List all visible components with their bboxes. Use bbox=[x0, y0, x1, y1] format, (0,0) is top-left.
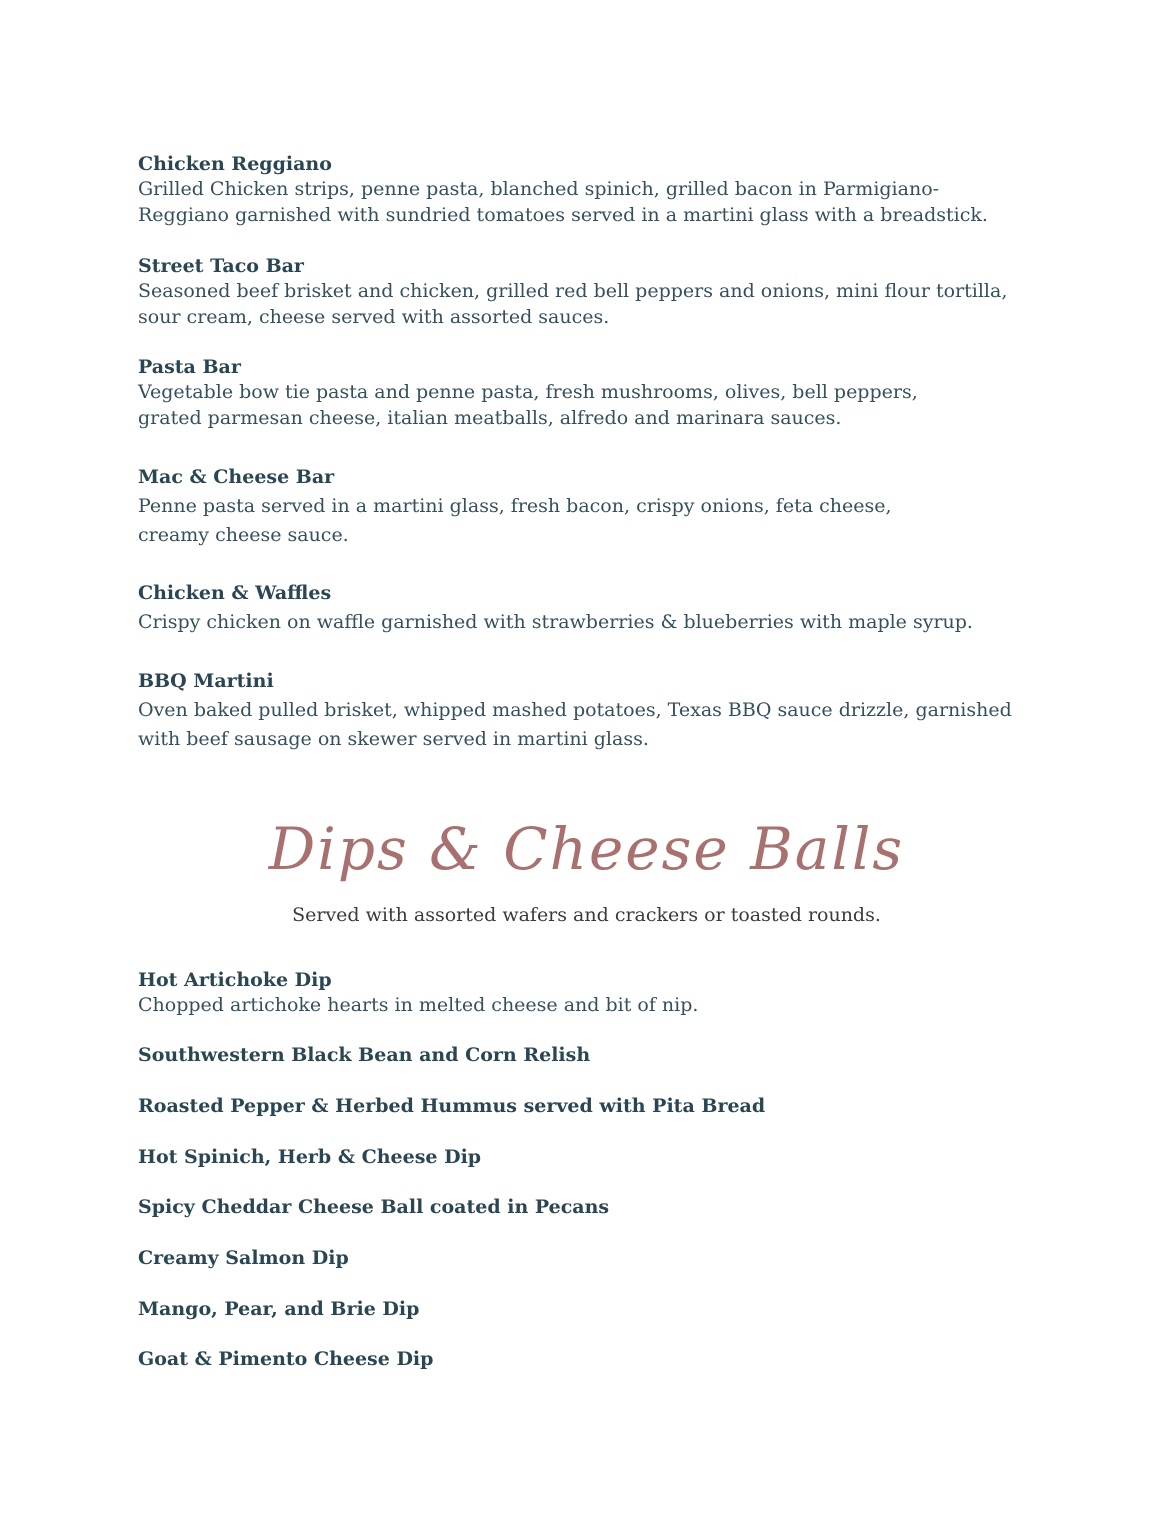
dip-item-name: Mango, Pear, and Brie Dip bbox=[138, 1298, 420, 1320]
description-line: Grilled Chicken strips, penne pasta, blanched spinich, grilled bacon in Parmigiano- bbox=[138, 178, 940, 200]
menu-item-mac-cheese-bar bbox=[138, 465, 1038, 550]
dip-item bbox=[138, 1347, 1038, 1372]
description-line: Oven baked pulled brisket, whipped mashed potatoes, Texas BBQ sauce drizzle, garnished bbox=[138, 699, 1012, 721]
menu-item-name: BBQ Martini bbox=[138, 670, 274, 692]
dip-item bbox=[138, 1043, 1038, 1068]
description-line: Crispy chicken on waffle garnished with strawberries & blueberries with maple syrup. bbox=[138, 611, 973, 633]
menu-item-chicken-reggiano bbox=[138, 152, 1038, 228]
menu-item-description bbox=[138, 492, 1038, 550]
dip-item-name: Hot Spinich, Herb & Cheese Dip bbox=[138, 1146, 482, 1168]
dip-item-name: Roasted Pepper & Herbed Hummus served with Pita Bread bbox=[138, 1095, 766, 1117]
dip-item-description: Chopped artichoke hearts in melted cheese and bit of nip. bbox=[138, 994, 699, 1016]
description-line: creamy cheese sauce. bbox=[138, 524, 349, 546]
menu-item-description bbox=[138, 608, 1038, 637]
dip-item bbox=[138, 1195, 1038, 1220]
menu-item-description bbox=[138, 279, 1038, 330]
description-line: Vegetable bow tie pasta and penne pasta, fresh mushrooms, olives, bell peppers, bbox=[138, 381, 918, 403]
menu-item-chicken-waffles bbox=[138, 581, 1038, 637]
description-line: sour cream, cheese served with assorted sauces. bbox=[138, 305, 610, 328]
menu-item-pasta-bar bbox=[138, 355, 1038, 431]
section-title: Dips & Cheese Balls bbox=[268, 815, 905, 883]
menu-item-description bbox=[138, 380, 1038, 431]
dip-item-name: Hot Artichoke Dip bbox=[138, 969, 332, 991]
dip-item-name: Spicy Cheddar Cheese Ball coated in Pecans bbox=[138, 1196, 610, 1218]
menu-item-description bbox=[138, 696, 1038, 754]
dip-item-name: Creamy Salmon Dip bbox=[138, 1247, 349, 1269]
description-line: Penne pasta served in a martini glass, fresh bacon, crispy onions, feta cheese, bbox=[138, 495, 892, 517]
menu-item-street-taco-bar bbox=[138, 254, 1038, 330]
menu-item-description bbox=[138, 177, 1038, 228]
menu-item-name: Chicken Reggiano bbox=[138, 153, 332, 175]
dip-item-name: Southwestern Black Bean and Corn Relish bbox=[138, 1044, 591, 1066]
dip-item bbox=[138, 1094, 1038, 1119]
dip-item-name: Goat & Pimento Cheese Dip bbox=[138, 1348, 434, 1370]
dip-item-hot-artichoke bbox=[138, 968, 1038, 1019]
menu-item-name: Pasta Bar bbox=[138, 356, 241, 378]
description-line: Reggiano garnished with sundried tomatoes served in a martini glass with a breadstick. bbox=[138, 203, 988, 226]
dip-item bbox=[138, 1145, 1038, 1170]
description-line: Seasoned beef brisket and chicken, grilled red bell peppers and onions, mini flour tortilla, bbox=[138, 280, 1008, 302]
description-line: grated parmesan cheese, italian meatballs, alfredo and marinara sauces. bbox=[138, 406, 842, 429]
menu-item-name: Mac & Cheese Bar bbox=[138, 466, 335, 488]
dip-item bbox=[138, 1297, 1038, 1322]
section-subtitle: Served with assorted wafers and crackers or toasted rounds. bbox=[292, 904, 881, 926]
menu-item-name: Street Taco Bar bbox=[138, 255, 304, 277]
dip-item bbox=[138, 1246, 1038, 1271]
menu-item-name: Chicken & Waffles bbox=[138, 582, 332, 604]
description-line: with beef sausage on skewer served in martini glass. bbox=[138, 728, 649, 750]
menu-item-bbq-martini bbox=[138, 669, 1038, 754]
